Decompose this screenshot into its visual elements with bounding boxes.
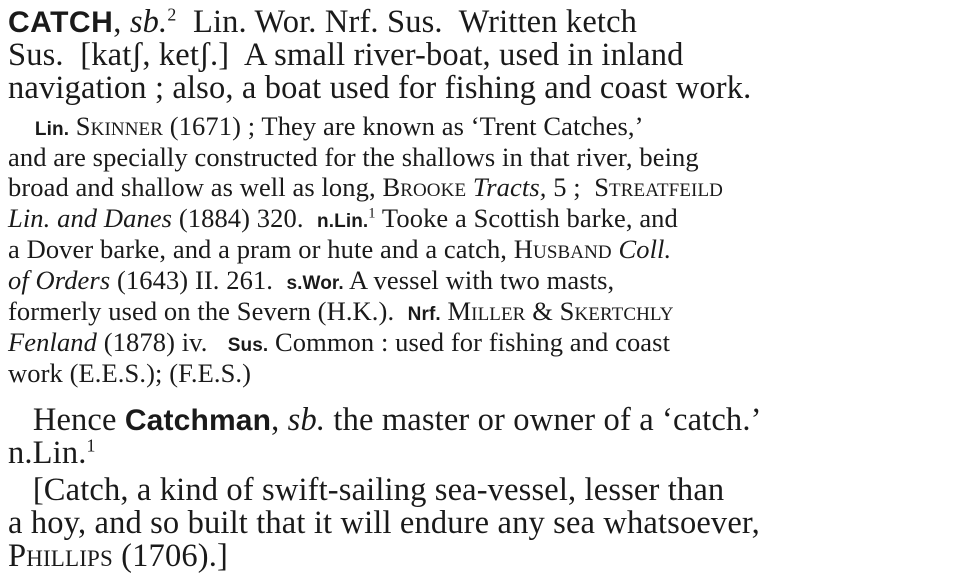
- entry-text-segment: sb.: [287, 402, 326, 438]
- entry-text-segment: formerly used on the Severn (H.K.).: [8, 296, 408, 326]
- entry-text-segment: [Catch, a kind of swift-sailing sea-vessel, lesser than: [8, 472, 725, 508]
- entry-text-segment: Tooke a Scottish barke, and: [375, 203, 678, 233]
- entry-text-segment: 1: [368, 205, 376, 222]
- entry-text-segment: broad and shallow as well as long,: [8, 172, 383, 202]
- entry-line-11: [8, 329, 670, 356]
- entry-text-segment: Husband: [513, 234, 612, 264]
- entry-line-17: [8, 540, 228, 573]
- entry-line-9: [8, 267, 614, 294]
- entry-text-segment: (1706).]: [112, 538, 228, 574]
- entry-text-segment: sb.: [129, 4, 168, 40]
- entry-text-segment: Tracts,: [466, 172, 547, 202]
- entry-text-segment: A vessel with two masts,: [343, 265, 615, 295]
- entry-text-segment: work (E.E.S.); (F.E.S.): [8, 358, 252, 388]
- entry-line-13: [8, 404, 762, 437]
- entry-line-5: [8, 144, 699, 171]
- entry-text-segment: 5 ;: [546, 172, 595, 202]
- entry-text-segment: Catchman: [124, 404, 272, 437]
- entry-text-segment: Common : used for fishing and coast: [268, 327, 671, 357]
- entry-text-segment: Lin.: [34, 119, 70, 140]
- entry-text-segment: Nrf.: [407, 304, 441, 325]
- entry-text-segment: 2: [167, 4, 177, 25]
- entry-text-segment: (1884) 320.: [172, 203, 318, 233]
- entry-text-segment: n.Lin.: [8, 435, 87, 471]
- entry-line-12: [8, 360, 251, 387]
- entry-line-3: [8, 72, 751, 105]
- entry-text-segment: s.Wor.: [286, 273, 344, 294]
- entry-text-segment: (1878) iv.: [97, 327, 228, 357]
- entry-text-segment: ,: [113, 4, 130, 40]
- entry-text-segment: CATCH: [8, 6, 114, 39]
- entry-line-15: [8, 474, 724, 507]
- entry-line-7: [8, 205, 678, 232]
- entry-text-segment: Skertchly: [559, 296, 674, 326]
- entry-text-segment: and are specially constructed for the shallows in that river, being: [8, 142, 699, 172]
- entry-line-4: [8, 113, 644, 140]
- entry-text-segment: a Dover barke, and a pram or hute and a catch,: [8, 234, 514, 264]
- entry-text-segment: n.Lin.: [317, 211, 369, 232]
- entry-text-segment: Lin. Wor. Nrf. Sus. Written ketch: [176, 4, 638, 40]
- entry-text-segment: ,: [271, 402, 288, 438]
- entry-line-14: [8, 437, 96, 470]
- entry-text-segment: Hence: [8, 402, 125, 438]
- entry-text-segment: Skinner: [69, 111, 164, 141]
- entry-text-segment: 1: [86, 435, 96, 456]
- entry-line-6: [8, 174, 723, 201]
- entry-text-segment: Sus.: [227, 335, 269, 356]
- entry-text-segment: a hoy, and so built that it will endure any sea whatsoever,: [8, 505, 760, 541]
- entry-text-segment: Coll.: [611, 234, 672, 264]
- entry-line-8: [8, 236, 671, 263]
- entry-line-1: [8, 6, 637, 39]
- entry-line-2: [8, 39, 684, 72]
- entry-text-segment: Fenland: [8, 327, 98, 357]
- entry-text-segment: Lin. and Danes: [8, 203, 173, 233]
- entry-line-10: [8, 298, 674, 325]
- entry-text-segment: (1643) II. 261.: [110, 265, 287, 295]
- entry-text-segment: Streatfeild: [594, 172, 723, 202]
- entry-text-segment: &: [525, 296, 560, 326]
- entry-text-segment: Brooke: [382, 172, 467, 202]
- entry-line-16: [8, 507, 760, 540]
- entry-text-segment: the master or owner of a ‘catch.’: [325, 402, 762, 438]
- entry-text-segment: of Orders: [8, 265, 111, 295]
- entry-text-segment: navigation ; also, a boat used for fishing and coast work.: [8, 70, 752, 106]
- entry-text-segment: Miller: [440, 296, 526, 326]
- entry-text-segment: Phillips: [8, 538, 113, 574]
- entry-text-segment: [8, 111, 35, 141]
- entry-text-segment: (1671) ; They are known as ‘Trent Catches,’: [163, 111, 644, 141]
- entry-text-segment: Sus. [katʃ, ketʃ.] A small river-boat, used in inland: [8, 37, 684, 73]
